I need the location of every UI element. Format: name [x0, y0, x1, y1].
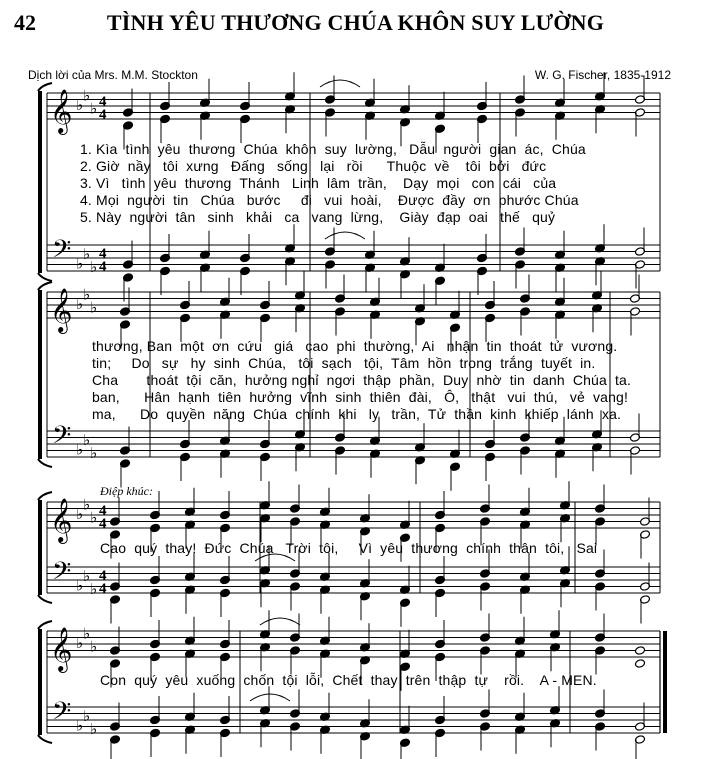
- verse-4-line-b: ban, Hân hạnh tiên hưởng vĩnh sinh thiên đài, Ô, thật vui thú, vẻ vang!: [92, 389, 629, 405]
- treble-clef-icon: 𝄞: [50, 288, 73, 332]
- time-signature-bottom: 4: [99, 516, 107, 532]
- flat-icon: ♭: [76, 634, 84, 652]
- bass-clef-icon: 𝄢: [52, 234, 72, 270]
- treble-clef-icon: 𝄞: [50, 89, 73, 133]
- slur: [325, 232, 365, 239]
- system-bracket: [38, 629, 42, 735]
- bracket-bottom-hook: [38, 459, 52, 467]
- flat-icon: ♭: [83, 430, 91, 449]
- refrain-label: Điệp khúc:: [100, 484, 153, 498]
- time-signature-top: 4: [99, 503, 107, 519]
- verse-3-line-b: Cha thoát tội căn, hưởng nghỉ ngơi thập phần, Duy nhờ tin danh Chúa ta.: [92, 372, 632, 388]
- bass-clef-icon: 𝄢: [52, 420, 72, 456]
- treble-clef-icon: 𝄞: [50, 498, 73, 542]
- hymn-number: 42: [14, 10, 36, 35]
- flat-icon: ♭: [83, 566, 91, 585]
- composer-credit: W. G. Fischer, 1835-1912: [534, 68, 671, 82]
- note-head: [635, 646, 646, 656]
- flat-icon: ♭: [83, 624, 91, 643]
- flat-icon: ♭: [90, 298, 98, 317]
- flat-icon: ♭: [76, 96, 84, 114]
- verse-1-line-b: thương, Ban một ơn cứu giá cao phi thường, Ai nhận tin thoát tử vương.: [92, 338, 618, 354]
- verse-4-line-a: 4. Mọi người tin Chúa bước đi vui hoài, Được đầy ơn phước Chúa: [80, 192, 579, 208]
- time-signature-bottom: 4: [99, 581, 107, 597]
- bracket-bottom-hook: [38, 273, 52, 281]
- flat-icon: ♭: [90, 637, 98, 656]
- verse-1-line-a: 1. Kìa tình yêu thương Chúa khôn suy lường, Dẫu người gian ác, Chúa: [80, 141, 586, 157]
- verse-5-line-a: 5. Này người tân sinh khải ca vang lừng, Giày đạp oai thế quỷ: [80, 209, 556, 225]
- flat-icon: ♭: [76, 254, 84, 273]
- bass-clef-icon: 𝄢: [52, 556, 72, 592]
- flat-icon: ♭: [90, 579, 98, 598]
- flat-icon: ♭: [76, 505, 84, 523]
- refrain-line-1: Cao quý thay! Đức Chúa Trời tôi, Vì yêu thương chính thân tôi, Sai: [100, 540, 598, 556]
- hymn-title: TÌNH YÊU THƯƠNG CHÚA KHÔN SUY LƯỜNG: [106, 10, 605, 35]
- flat-icon: ♭: [76, 295, 84, 313]
- slur: [260, 618, 300, 625]
- time-signature-bottom: 4: [99, 107, 107, 123]
- verse-2-line-a: 2. Giờ nầy tôi xưng Đấng sống lại rồi Thuộc về tôi bởi đức: [80, 158, 547, 174]
- system-bracket: [38, 500, 42, 595]
- flat-icon: ♭: [90, 719, 98, 738]
- time-signature-top: 4: [99, 246, 107, 262]
- flat-icon: ♭: [76, 716, 84, 735]
- flat-icon: ♭: [83, 86, 91, 105]
- flat-icon: ♭: [76, 440, 84, 459]
- time-signature-bottom: 4: [99, 259, 107, 275]
- bracket-bottom-hook: [38, 735, 52, 743]
- slur: [250, 694, 290, 701]
- verse-5-line-b: ma, Do quyền năng Chúa chính khi ly trần, Tử thần kinh khiếp lánh xa.: [92, 406, 622, 422]
- flat-icon: ♭: [83, 244, 91, 263]
- slur: [320, 80, 360, 87]
- flat-icon: ♭: [90, 443, 98, 462]
- flat-icon: ♭: [83, 285, 91, 304]
- system-bracket: [38, 91, 42, 273]
- treble-clef-icon: 𝄞: [50, 627, 73, 671]
- flat-icon: ♭: [83, 706, 91, 725]
- flat-icon: ♭: [83, 495, 91, 514]
- flat-icon: ♭: [76, 576, 84, 595]
- flat-icon: ♭: [90, 508, 98, 527]
- final-barline: [663, 631, 667, 733]
- flat-icon: ♭: [90, 99, 98, 118]
- bracket-bottom-hook: [38, 595, 52, 603]
- time-signature-top: 4: [99, 568, 107, 584]
- verse-3-line-a: 3. Vì tình yêu thương Thánh Linh lâm trần, Dạy mọi con cái của: [80, 175, 557, 191]
- bass-clef-icon: 𝄢: [52, 696, 72, 732]
- translator-credit: Dịch lời của Mrs. M.M. Stockton: [28, 68, 198, 82]
- note-head: [635, 659, 646, 669]
- flat-icon: ♭: [90, 257, 98, 276]
- verse-2-line-b: tin; Do sự hy sinh Chúa, tôi sạch tội, Tâm hồn trong trắng tuyết in.: [92, 355, 596, 371]
- system-bracket: [38, 290, 42, 459]
- refrain-line-2: Con quý yêu xuống chốn tội lỗi, Chết thay trên thập tự rồi. A - MEN.: [100, 672, 597, 688]
- time-signature-top: 4: [99, 94, 107, 110]
